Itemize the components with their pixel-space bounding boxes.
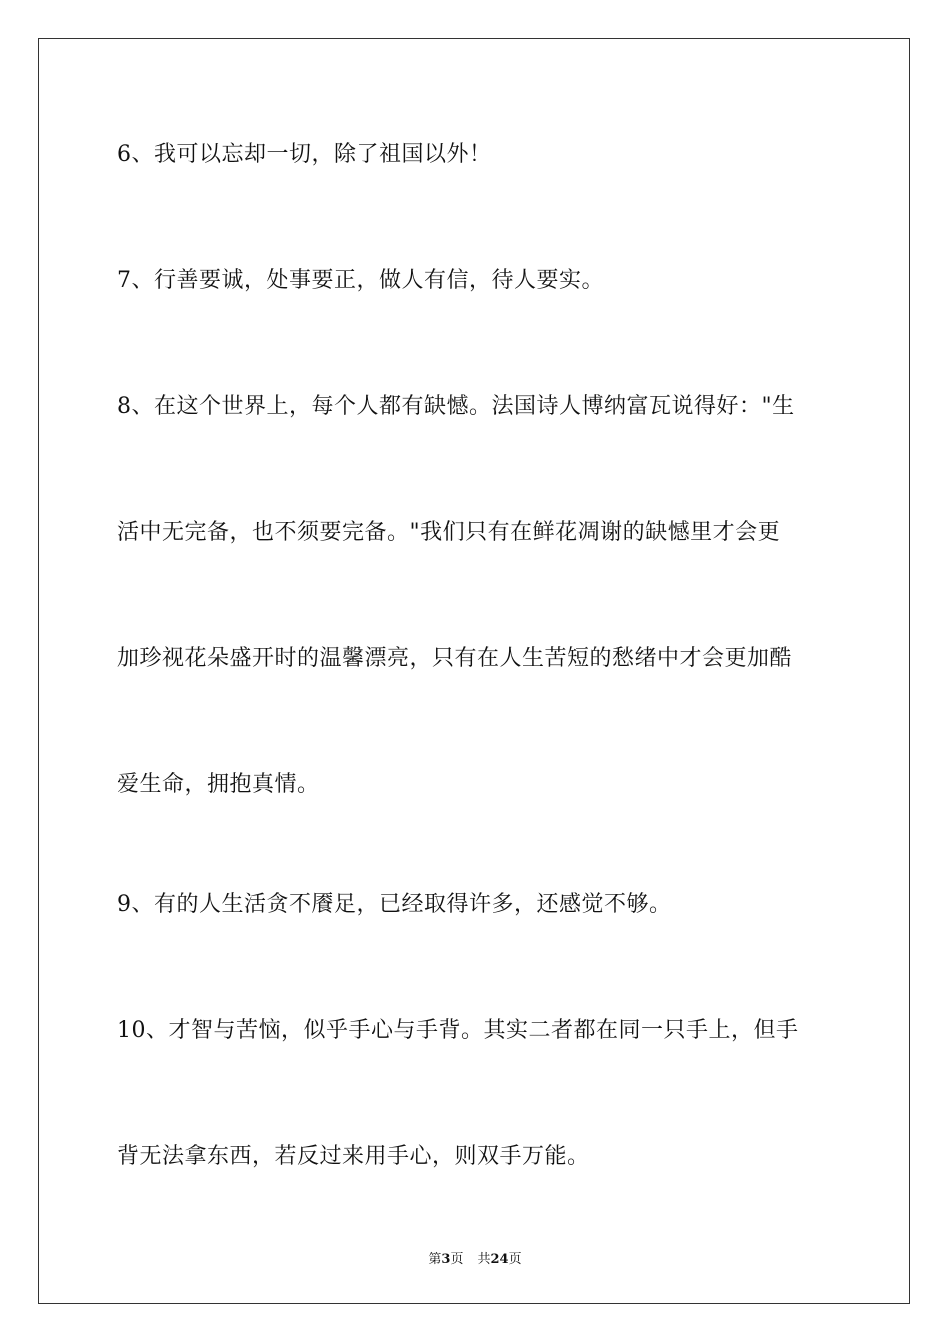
page-footer: [0, 1248, 950, 1267]
text-line-1: 6、我可以忘却一切，除了祖国以外！: [117, 142, 492, 167]
page-suffix: 页: [450, 1252, 464, 1267]
text-line-6: 爱生命，拥抱真情。: [117, 772, 320, 797]
page-prefix: 第: [428, 1252, 442, 1267]
text-line-9: 背无法拿东西，若反过来用手心，则双手万能。: [117, 1144, 590, 1169]
page-number: 3: [441, 1252, 451, 1267]
text-line-3: 8、在这个世界上，每个人都有缺憾。法国诗人博纳富瓦说得好："生: [117, 394, 795, 419]
total-prefix: 共: [477, 1252, 491, 1267]
text-line-4: 活中无完备，也不须要完备。"我们只有在鲜花凋谢的缺憾里才会更: [117, 520, 781, 545]
text-line-8: 10、才智与苦恼，似乎手心与手背。其实二者都在同一只手上，但手: [117, 1018, 799, 1043]
text-line-7: 9、有的人生活贪不餍足，已经取得许多，还感觉不够。: [117, 892, 672, 917]
text-line-5: 加珍视花朵盛开时的温馨漂亮，只有在人生苦短的愁绪中才会更加酷: [117, 646, 793, 671]
text-line-2: 7、行善要诚，处事要正，做人有信，待人要实。: [117, 268, 604, 293]
total-pages: 24: [490, 1252, 509, 1267]
total-suffix: 页: [508, 1252, 522, 1267]
